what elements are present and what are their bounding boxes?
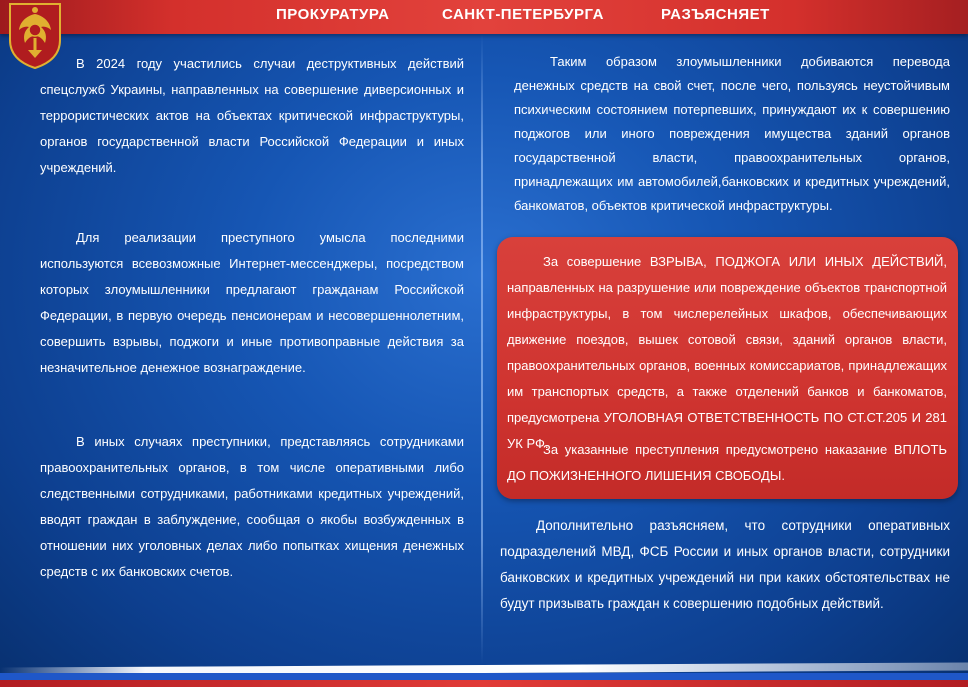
header-banner — [0, 0, 968, 34]
header-prosecutor: ПРОКУРАТУРА — [276, 6, 390, 23]
stripe-blue — [0, 673, 968, 680]
column-divider — [481, 34, 483, 664]
right-paragraph-2: Дополнительно разъясняем, что сотрудники оперативных подразделений МВД, ФСБ России и иных органов власти, сотрудники банковских и кредитных учреждений ни при каких обстоятельствах не будут призывать граждан к совершению подобных действий. — [500, 518, 950, 611]
right-paragraph-1: Таким образом злоумышленники добиваются перевода денежных средств на свой счет, после чего, пользуясь неустойчивым психическим состоянием потерпевших, принуждают их к совершению поджогов или иного повреждения имущества зданий органов государственной власти, правоохранительных органов, принадлежащих им автомобилей,банковских и кредитных учреждений, банкоматов, объектов критической инфраструктуры. — [514, 54, 950, 213]
tricolor-stripes — [0, 665, 968, 687]
warning-paragraph-1: За совершение ВЗРЫВА, ПОДЖОГА ИЛИ ИНЫХ ДЕЙСТВИЙ, направленных на разрушение или повреждение объектов транспортной инфраструктуры, в том числерелейных шкафов, обеспечивающих движение поездов, вышек сотовой связи, зданий органов власти, правоохранительных органов, военных комиссариатов, принадлежащих им транспортых средств, а также отделений банков и банкоматов, предусмотрена УГОЛОВНАЯ ОТВЕТСТВЕННОСТЬ ПО СТ.СТ.205 И 281 УК РФ. — [507, 254, 947, 451]
header-explains: РАЗЪЯСНЯЕТ — [661, 6, 770, 23]
left-paragraph-1: В 2024 году участились случаи деструктивных действий спецслужб Украины, направленных на совершение диверсионных и террористических актов на объектах критической инфраструктуры, органов государственной власти Российской Федерации и иных учреждений. — [40, 56, 464, 175]
warning-paragraph-2: За указанные преступления предусмотрено наказание ВПЛОТЬ ДО ПОЖИЗНЕННОГО ЛИШЕНИЯ СВОБОДЫ. — [507, 442, 947, 483]
left-paragraph-2: Для реализации преступного умысла последними используются всевозможные Интернет-мессенджеры, посредством которых злоумышленники предлагают гражданам Российской Федерации, в первую очередь пенсионерам и несовершеннолетним, совершить взрывы, поджоги и иные противоправные действия за незначительное денежное вознаграждение. — [40, 230, 464, 375]
header-city: САНКТ-ПЕТЕРБУРГА — [442, 6, 604, 23]
left-paragraph-3: В иных случаях преступники, представляясь сотрудниками правоохранительных органов, в том числе оперативными либо следственными сотрудниками, работниками кредитных учреждений, вводят граждан в заблуждение, сообщая о якобы возбужденных в отношении них уголовных делах либо попытках хищения денежных средств с их банковских счетов. — [40, 434, 464, 579]
stripe-red — [0, 680, 968, 687]
